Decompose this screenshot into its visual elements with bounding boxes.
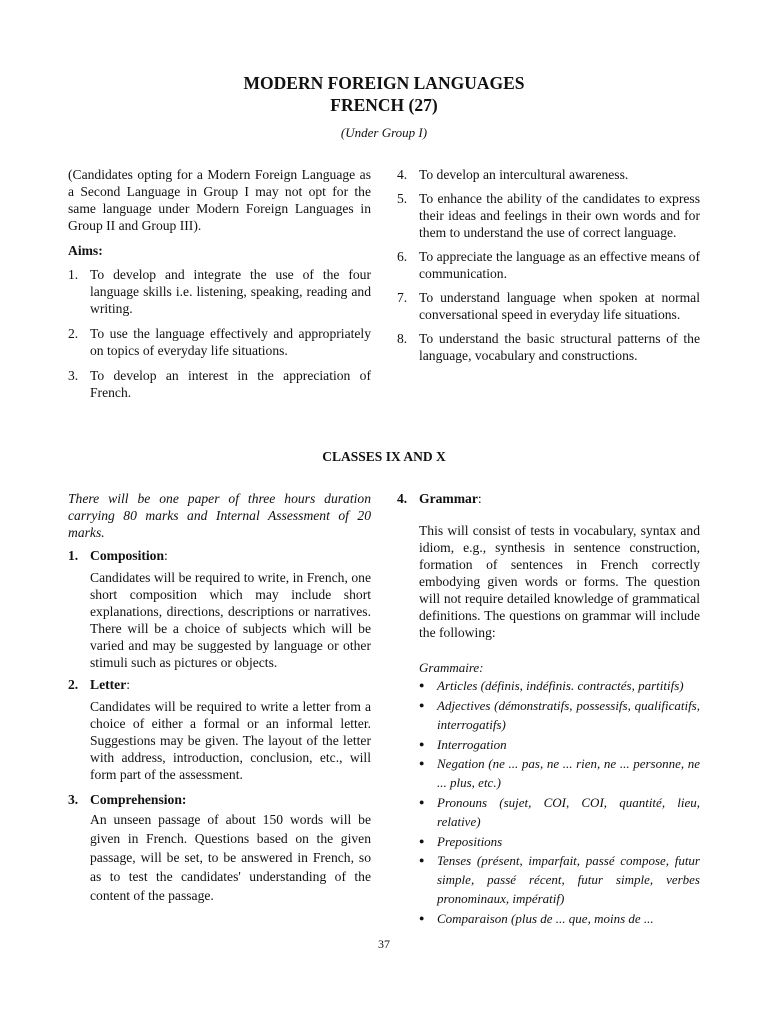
list-item: ● Prepositions <box>415 832 700 851</box>
aim-item: 6. To appreciate the language as an effective means of communication. <box>397 249 700 281</box>
page-number: 37 <box>378 937 390 951</box>
page-subtitle-french: FRENCH (27) <box>330 95 438 115</box>
grammaire-heading: Grammaire: <box>419 660 484 675</box>
classes-heading: CLASSES IX AND X <box>322 449 446 464</box>
candidates-note: (Candidates opting for a Modern Foreign Language as a Second Language in Group I may not opt for the same language under Modern Foreign Languages in Group II and Group III). <box>68 167 371 233</box>
composition-text: Candidates will be required to write, in French, one short composition which may include short explanations, directions, descriptions or narratives. There will be a choice of subjects which will be varied and may be suggested by language or other stimuli such as pictures or objects. <box>90 570 371 670</box>
aims-heading: Aims: <box>68 243 103 258</box>
letter-text: Candidates will be required to write a letter from a choice of either a formal or an informal letter. Suggestions may be given. The layout of the letter with address, introduction, conclusion, etc., will form part of the assessment. <box>90 699 371 782</box>
list-item: ● Comparaison (plus de ... que, moins de ... <box>415 909 700 928</box>
aim-item: 2. To use the language effectively and appropriately on topics of everyday life situations. <box>68 326 371 358</box>
list-item: ● Negation (ne ... pas, ne ... rien, ne ... personne, ne ... plus, etc.) <box>415 754 700 792</box>
page-title: MODERN FOREIGN LANGUAGES <box>243 73 525 93</box>
grammar-text: This will consist of tests in vocabulary, syntax and idiom, e.g., synthesis in sentence construction, formation of sentences in French correctly embodying given words or forms. The question will not require detailed knowledge of grammatical definitions. The questions on grammar will include the following: <box>419 523 700 640</box>
composition-heading: 1. Composition: <box>68 548 168 563</box>
comprehension-heading: 3. Comprehension: <box>68 792 187 807</box>
syllabus-left-column <box>68 490 371 905</box>
list-item: ● Pronouns (sujet, COI, COI, quantité, lieu, relative) <box>415 793 700 831</box>
aim-item: 7. To understand language when spoken at normal conversational speed in everyday life situations. <box>397 290 700 322</box>
aim-item: 4. To develop an intercultural awareness. <box>397 167 629 182</box>
aim-item: 5. To enhance the ability of the candidates to express their ideas and feelings in their own words and for them to understand the use of correct language. <box>397 191 700 240</box>
aim-item: 8. To understand the basic structural patterns of the language, vocabulary and constructions. <box>397 331 700 363</box>
paper-note: There will be one paper of three hours duration carrying 80 marks and Internal Assessment of 20 marks. <box>68 491 371 540</box>
aim-item: 1. To develop and integrate the use of the four language skills i.e. listening, speaking, reading and writing. <box>68 267 371 316</box>
intro-left-column <box>68 166 371 401</box>
intro-right-column <box>397 166 700 364</box>
list-item: ● Articles (définis, indéfinis. contractés, partitifs) <box>415 676 700 695</box>
list-item: ● Adjectives (démonstratifs, possessifs, qualificatifs, interrogatifs) <box>415 696 700 734</box>
comprehension-text: An unseen passage of about 150 words will be given in French. Questions based on the given passage, will be set, to be answered in French, so as to test the candidates' understanding of the content of the passage. <box>90 812 371 903</box>
group-note: (Under Group I) <box>340 125 428 140</box>
list-item: ● Interrogation <box>415 735 700 754</box>
grammar-heading: 4. Grammar: <box>397 491 482 506</box>
letter-heading: 2. Letter: <box>68 677 131 692</box>
aim-item: 3. To develop an interest in the appreciation of French. <box>68 368 371 400</box>
syllabus-right-column <box>397 490 700 928</box>
list-item: ● Tenses (présent, imparfait, passé compose, futur simple, passé récent, futur simple, verbes pronominaux, impératif) <box>415 851 700 908</box>
grammaire-list <box>397 676 700 928</box>
